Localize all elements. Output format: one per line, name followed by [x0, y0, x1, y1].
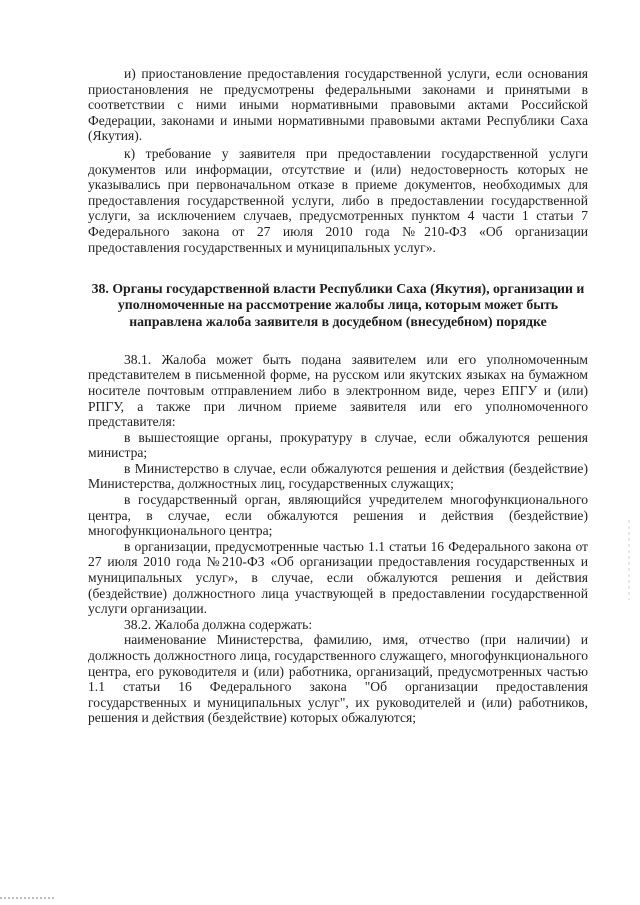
- document-page: [88, 66, 588, 726]
- paragraph-item-k: к) требование у заявителя при предоставлении государственной услуги документов или информации, отсутствие и (или) недостоверность которых не указывались при первоначальном отказе в приеме документов, необходимых для предоставления государственной услуги, либо в предоставлении государственной услуги, за исключением случаев, предусмотренных пунктом 4 части 1 статьи 7 Федерального закона от 27 июля 2010 года №210-ФЗ «Об организации предоставления государственных и муниципальных услуг».: [88, 145, 588, 255]
- paragraph-ministry: в Министерство в случае, если обжалуются решения и действия (бездействие) Министерства, должностных лиц, государственных служащих;: [88, 460, 588, 492]
- paragraph-state-body: в государственный орган, являющийся учредителем многофункционального центра, в случае, если обжалуются решения и действия (бездействие) многофункционального центра;: [88, 492, 588, 539]
- scan-footer-mark: [0, 897, 56, 899]
- paragraph-item-i: и) приостановление предоставления государственной услуги, если основания приостановления не предусмотрены федеральными законами и принятыми в соответствии с ними иными нормативными правовыми актами Российской Федерации, законами и иными нормативными правовыми актами Республики Саха (Якутия).: [88, 66, 588, 144]
- paragraph-higher-bodies: в вышестоящие органы, прокуратуру в случае, если обжалуются решения министра;: [88, 429, 588, 461]
- paragraph-38-2: 38.2. Жалоба должна содержать:: [124, 616, 313, 632]
- paragraph-contents: наименование Министерства, фамилию, имя, отчество (при наличии) и должность должностного лица, государственного служащего, многофункционального центра, его руководителя и (или) работника, организаций, предусмотренных частью 1.1 статьи 16 Федерального закона "Об организации предоставления государственных и муниципальных услуг", их руководителей и (или) работников, решения и действия (бездействие) которых обжалуются;: [88, 632, 588, 726]
- scan-margin-mark: [628, 520, 630, 600]
- section-heading-38: 38. Органы государственной власти Республики Саха (Якутия), организации и уполномоченные на рассмотрение жалобы лица, которым может быть направлена жалоба заявителя в досудебном (внесудебном) порядке: [91, 281, 585, 329]
- paragraph-organizations: в организации, предусмотренные частью 1.1 статьи 16 Федерального закона от 27 июля 2010 года №210-ФЗ «Об организации предоставления государственных и муниципальных услуг», в случае, если обжалуются решения и действия (бездействие) должностного лица участвующей в предоставлении государственной услуги организации.: [88, 538, 588, 617]
- paragraph-38-1: 38.1. Жалоба может быть подана заявителем или его уполномоченным представителем в письменной форме, на русском или якутских языках на бумажном носителе почтовым отправлением либо в электронном виде, через ЕПГУ и (или) РПГУ, а также при личном приеме заявителя или его уполномоченного представителя:: [88, 351, 588, 430]
